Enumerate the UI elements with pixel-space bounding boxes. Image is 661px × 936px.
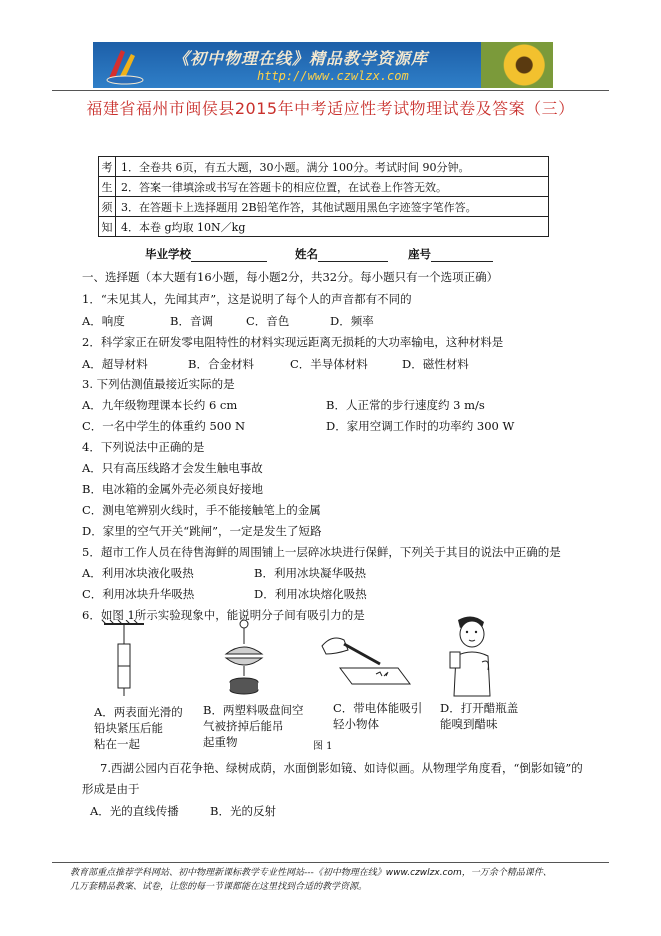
q7-option-b: B．光的反射 bbox=[210, 804, 276, 818]
q7-option-a: A．光的直线传播 bbox=[90, 804, 179, 818]
q2-option-d: D．磁性材料 bbox=[402, 357, 469, 371]
q6-caption-d: D．打开醋瓶盖 能嗅到醋味 bbox=[440, 701, 519, 731]
footer-line-1: 教育部重点推荐学科网站、初中物理新课标教学专业性网站---《初中物理在线》www.czwlzx.com，一万余个精品课件、 bbox=[70, 868, 552, 878]
q4-option-d: D．家里的空气开关“跳闸”，一定是发生了短路 bbox=[82, 524, 322, 538]
q4-stem: 4．下列说法中正确的是 bbox=[82, 440, 205, 454]
header-rule bbox=[52, 90, 609, 91]
boy-smelling-figure bbox=[444, 612, 500, 698]
document-title: 福建省福州市闽侯县2015年中考适应性考试物理试卷及答案（三） bbox=[86, 99, 575, 118]
name-label: 姓名 bbox=[295, 247, 319, 261]
page-footer bbox=[70, 866, 552, 894]
notice-label-char: 知 bbox=[99, 217, 116, 237]
footer-line-2: 几万套精品教案、试卷，让您的每一节课都能在这里找到合适的教学资源。 bbox=[70, 882, 368, 892]
q4-option-c: C．测电笔辨别火线时，手不能接触笔上的金属 bbox=[82, 503, 321, 517]
banner-url[interactable]: http://www.czwlzx.com bbox=[257, 69, 409, 83]
q2-option-b: B．合金材料 bbox=[188, 357, 254, 371]
notice-label-char: 考 bbox=[99, 157, 116, 177]
notice-item: 1．全卷共 6页，有五大题，30小题。满分 100分。考试时间 90分钟。 bbox=[116, 157, 549, 177]
name-blank[interactable] bbox=[318, 249, 388, 262]
footer-rule bbox=[52, 862, 609, 863]
figure-label: 图 1 bbox=[313, 741, 333, 752]
q5-option-c: C．利用冰块升华吸热 bbox=[82, 587, 195, 601]
exam-notice-table bbox=[98, 156, 549, 237]
q4-option-a: A．只有高压线路才会发生触电事故 bbox=[82, 461, 263, 475]
q4-option-b: B．电冰箱的金属外壳必须良好接地 bbox=[82, 482, 263, 496]
q6-caption-a: A．两表面光滑的 铅块紧压后能 粘在一起 bbox=[94, 705, 183, 751]
q2-option-a: A．超导材料 bbox=[82, 357, 148, 371]
q1-option-c: C．音色 bbox=[246, 314, 290, 328]
q7-stem-line2: 形成是由于 bbox=[82, 782, 140, 796]
q3-option-c: C．一名中学生的体重约 500 N bbox=[82, 419, 246, 433]
q3-option-a: A．九年级物理课本长约 6 cm bbox=[82, 398, 238, 412]
suction-cups-figure bbox=[222, 618, 266, 702]
notice-label-char: 生 bbox=[99, 177, 116, 197]
notice-item: 4．本卷 g均取 10N／kg bbox=[116, 217, 549, 237]
sunflower-image bbox=[481, 42, 553, 88]
lead-blocks-figure bbox=[100, 620, 150, 700]
q3-option-b: B．人正常的步行速度约 3 m/s bbox=[326, 398, 485, 412]
notice-item: 2．答案一律填涂或书写在答题卡的相应位置，在试卷上作答无效。 bbox=[116, 177, 549, 197]
q1-option-a: A．响度 bbox=[82, 314, 125, 328]
q6-caption-b: B．两塑料吸盘间空 气被挤掉后能吊 起重物 bbox=[203, 703, 304, 749]
q2-stem: 2．科学家正在研发零电阻特性的材料实现远距离无损耗的大功率输电，这种材料是 bbox=[82, 335, 504, 349]
q6-stem: 6．如图 1所示实验现象中，能说明分子间有吸引力的是 bbox=[82, 608, 365, 622]
q2-option-c: C．半导体材料 bbox=[290, 357, 368, 371]
q5-option-b: B．利用冰块凝华吸热 bbox=[254, 566, 366, 580]
student-info-row bbox=[145, 246, 493, 262]
seat-blank[interactable] bbox=[431, 249, 493, 262]
banner-title: 《初中物理在线》精品教学资源库 bbox=[173, 49, 429, 68]
school-label: 毕业学校 bbox=[145, 247, 191, 261]
q1-option-b: B．音调 bbox=[170, 314, 213, 328]
charged-rod-figure bbox=[318, 624, 414, 692]
q3-stem: 3. 下列估测值最接近实际的是 bbox=[82, 377, 235, 391]
q5-option-a: A．利用冰块液化吸热 bbox=[82, 566, 194, 580]
q1-stem: 1．“未见其人，先闻其声”，这是说明了每个人的声音都有不同的 bbox=[82, 292, 412, 306]
q7-stem-line1: 7.西湖公园内百花争艳、绿树成荫，水面倒影如镜、如诗似画。从物理学角度看，“倒影如镜”的 bbox=[100, 761, 583, 775]
section-heading: 一、选择题（本大题有16小题，每小题2分，共32分。每小题只有一个选项正确） bbox=[82, 270, 499, 284]
seat-label: 座号 bbox=[408, 247, 432, 261]
site-logo-icon bbox=[103, 44, 147, 86]
notice-label-char: 须 bbox=[99, 197, 116, 217]
notice-item: 3．在答题卡上选择题用 2B铅笔作答，其他试题用黑色字迹签字笔作答。 bbox=[116, 197, 549, 217]
q5-option-d: D．利用冰块熔化吸热 bbox=[254, 587, 367, 601]
q6-caption-c: C．带电体能吸引 轻小物体 bbox=[333, 701, 423, 731]
q5-stem: 5．超市工作人员在待售海鲜的周围铺上一层碎冰块进行保鲜，下列关于其目的说法中正确的是 bbox=[82, 545, 561, 559]
site-banner bbox=[93, 42, 553, 88]
q1-option-d: D．频率 bbox=[330, 314, 374, 328]
q3-option-d: D．家用空调工作时的功率约 300 W bbox=[326, 419, 515, 433]
school-blank[interactable] bbox=[191, 249, 267, 262]
